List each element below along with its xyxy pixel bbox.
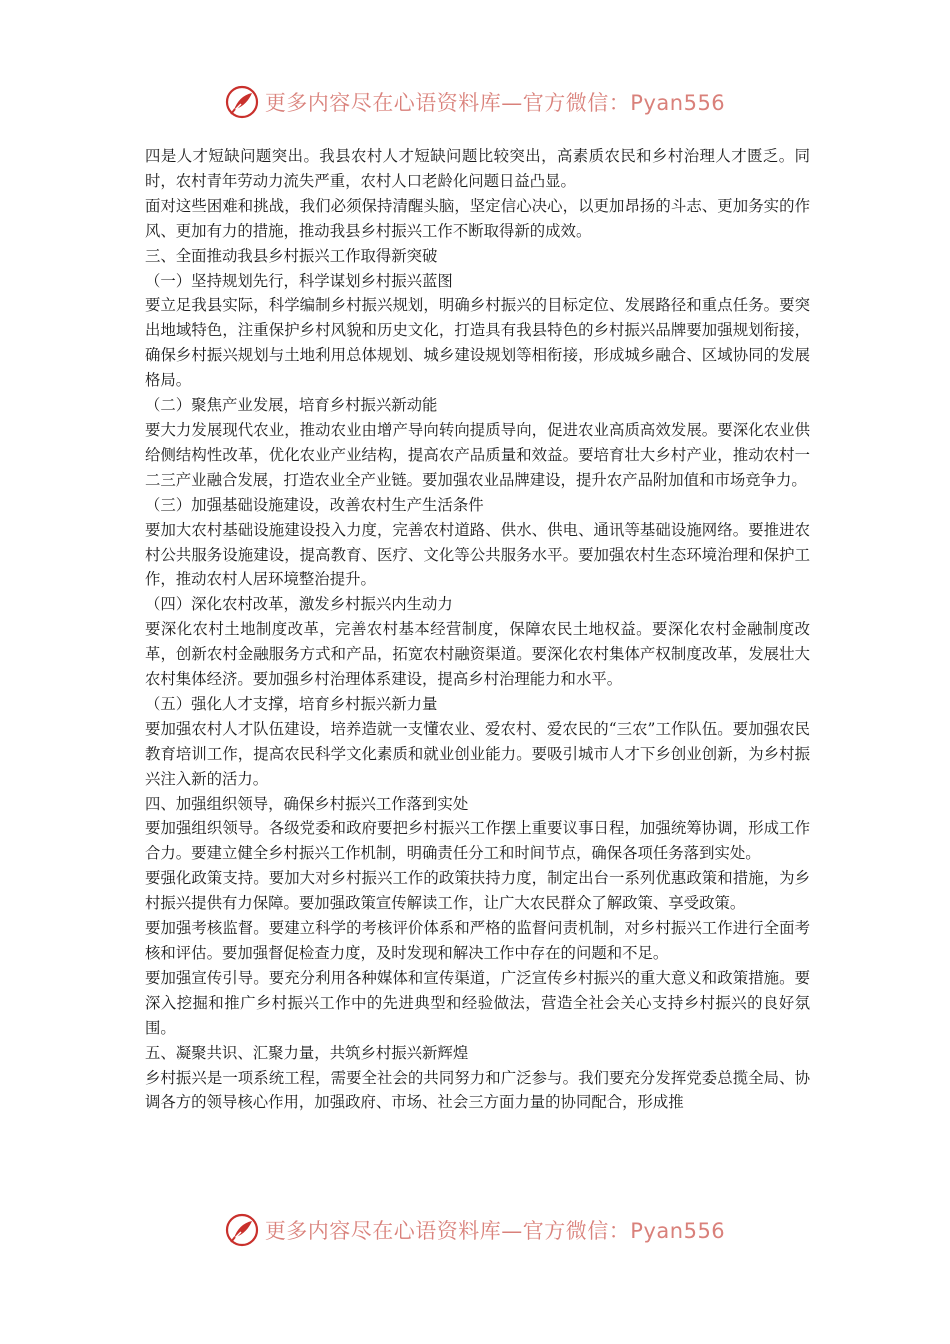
subsection-heading: （四）深化农村改革，激发乡村振兴内生动力	[145, 595, 453, 614]
paragraph: 要加强考核监督。要建立科学的考核评价体系和严格的监督问责机制，对乡村振兴工作进行全面考核和评估。要加强督促检查力度，及时发现和解决工作中存在的问题和不足。	[145, 919, 810, 962]
paragraph: 要强化政策支持。要加大对乡村振兴工作的政策扶持力度，制定出台一系列优惠政策和措施，为乡村振兴提供有力保障。要加强政策宣传解读工作，让广大农民群众了解政策、享受政策。	[145, 869, 810, 913]
paragraph: 乡村振兴是一项系统工程，需要全社会的共同努力和广泛参与。我们要充分发挥党委总揽全局、协调各方的领导核心作用，加强政府、市场、社会三方面力量的协同配合，形成推	[145, 1068, 810, 1112]
header-banner	[0, 82, 950, 122]
footer-banner-inner	[225, 1213, 725, 1247]
header-banner-inner	[225, 85, 725, 119]
section-heading: 三、全面推动我县乡村振兴工作取得新突破	[145, 246, 438, 265]
section-heading: 五、凝聚共识、汇聚力量，共筑乡村振兴新辉煌	[145, 1043, 469, 1062]
paragraph: 面对这些困难和挑战，我们必须保持清醒头脑，坚定信心决心，以更加昂扬的斗志、更加务实的作风、更加有力的措施，推动我县乡村振兴工作不断取得新的成效。	[145, 196, 810, 240]
paragraph: 要加大农村基础设施建设投入力度，完善农村道路、供水、供电、通讯等基础设施网络。要推进农村公共服务设施建设，提高教育、医疗、文化等公共服务水平。要加强农村生态环境治理和保护工作，推动农村人居环境整治提升。	[145, 520, 810, 589]
paragraph: 要加强宣传引导。要充分利用各种媒体和宣传渠道，广泛宣传乡村振兴的重大意义和政策措施。要深入挖掘和推广乡村振兴工作中的先进典型和经验做法，营造全社会关心支持乡村振兴的良好氛围。	[145, 968, 810, 1037]
header-banner-text: 更多内容尽在心语资料库—官方微信：Pyan556	[264, 91, 726, 115]
footer-banner-text: 更多内容尽在心语资料库—官方微信：Pyan556	[264, 1219, 726, 1243]
paragraph: 要加强农村人才队伍建设，培养造就一支懂农业、爱农村、爱农民的“三农”工作队伍。要加强农民教育培训工作，提高农民科学文化素质和就业创业能力。要吸引城市人才下乡创业创新，为乡村振兴注入新的活力。	[145, 719, 810, 788]
subsection-heading: （一）坚持规划先行，科学谋划乡村振兴蓝图	[145, 271, 453, 290]
footer-banner	[0, 1210, 950, 1250]
leaf-pen-logo-icon	[225, 85, 259, 119]
paragraph: 要加强组织领导。各级党委和政府要把乡村振兴工作摆上重要议事日程，加强统筹协调，形成工作合力。要建立健全乡村振兴工作机制，明确责任分工和时间节点，确保各项任务落到实处。	[145, 819, 810, 863]
paragraph: 四是人才短缺问题突出。我县农村人才短缺问题比较突出，高素质农民和乡村治理人才匮乏。同时，农村青年劳动力流失严重，农村人口老龄化问题日益凸显。	[145, 147, 810, 190]
subsection-heading: （五）强化人才支撑，培育乡村振兴新力量	[145, 694, 438, 713]
subsection-heading: （二）聚焦产业发展，培育乡村振兴新动能	[145, 396, 438, 415]
subsection-heading: （三）加强基础设施建设，改善农村生产生活条件	[145, 495, 484, 514]
paragraph: 要立足我县实际，科学编制乡村振兴规划，明确乡村振兴的目标定位、发展路径和重点任务。要突出地域特色，注重保护乡村风貌和历史文化，打造具有我县特色的乡村振兴品牌要加强规划衔接，确保乡村振兴规划与土地利用总体规划、城乡建设规划等相衔接，形成城乡融合、区域协同的发展格局。	[145, 296, 810, 390]
paragraph: 要大力发展现代农业，推动农业由增产导向转向提质导向，促进农业高质高效发展。要深化农业供给侧结构性改革，优化农业产业结构，提高农产品质量和效益。要培育壮大乡村产业，推动农村一二三产业融合发展，打造农业全产业链。要加强农业品牌建设，提升农产品附加值和市场竞争力。	[145, 420, 810, 489]
section-heading: 四、加强组织领导，确保乡村振兴工作落到实处	[145, 794, 469, 813]
leaf-pen-logo-icon	[225, 1213, 259, 1247]
document-body	[145, 144, 810, 1115]
paragraph: 要深化农村土地制度改革，完善农村基本经营制度，保障农民土地权益。要深化农村金融制度改革，创新农村金融服务方式和产品，拓宽农村融资渠道。要深化农村集体产权制度改革，发展壮大农村集体经济。要加强乡村治理体系建设，提高乡村治理能力和水平。	[145, 620, 810, 689]
